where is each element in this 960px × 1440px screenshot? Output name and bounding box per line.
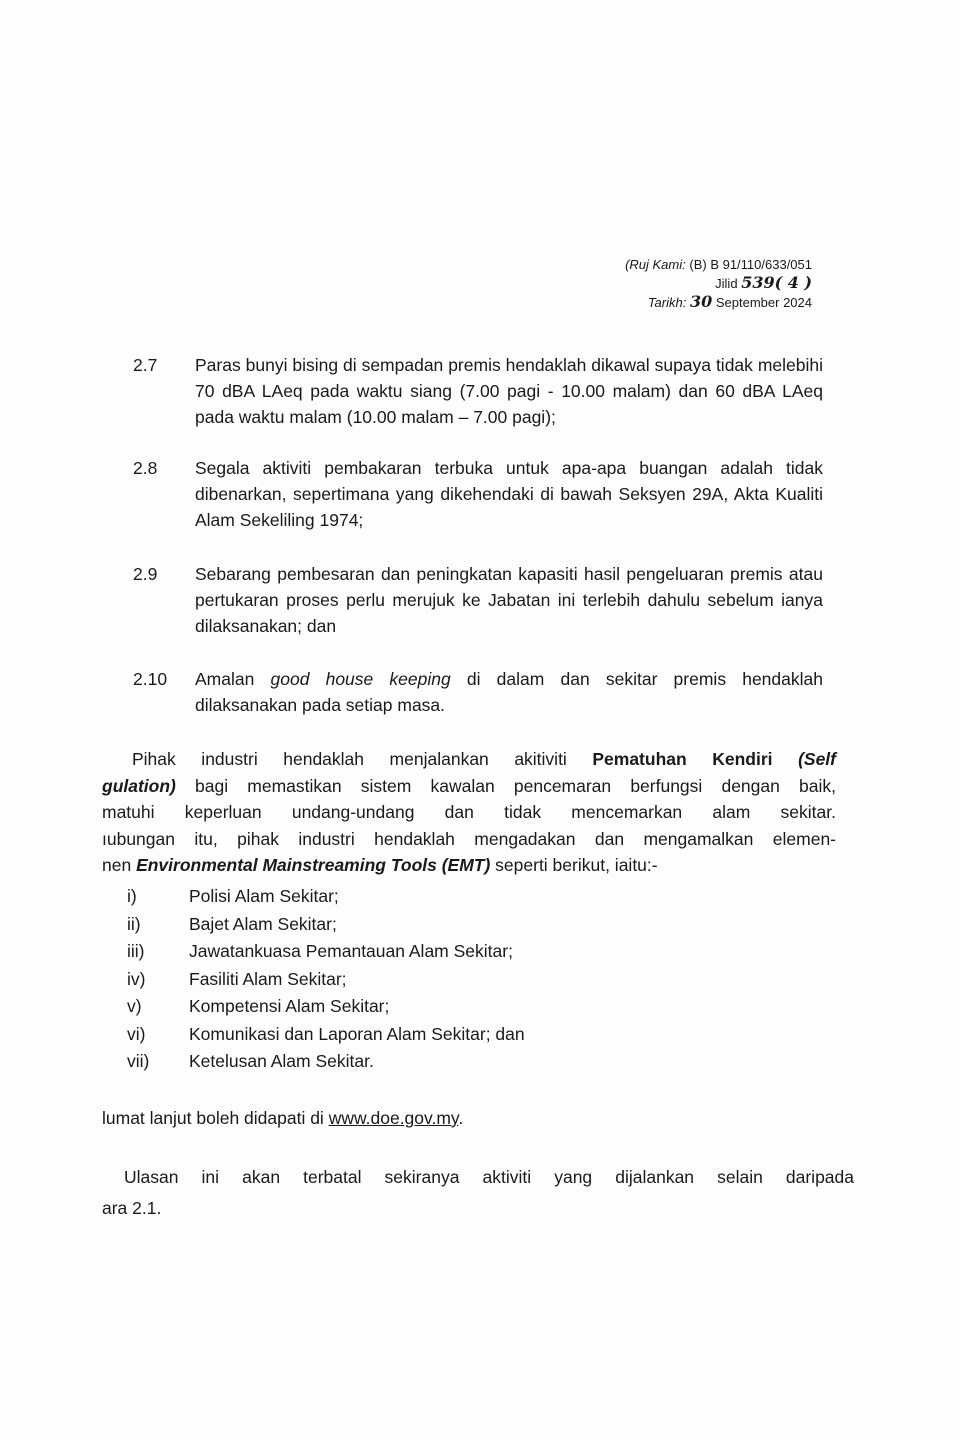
doe-website-link[interactable]: www.doe.gov.my (328, 1108, 459, 1128)
more-info-line: lumat lanjut boleh didapati di www.doe.gov.my. (102, 1108, 464, 1128)
paragraph-line: ıubungan itu, pihak industri hendaklah mengadakan dan mengamalkan elemen- (102, 828, 836, 849)
jilid-line: Jilid 539( 4 ) (715, 273, 812, 292)
paragraph-line: Pihak industri hendaklah menjalankan akitiviti Pematuhan Kendiri (Self (132, 749, 836, 769)
item-text: Sebarang pembesaran dan peningkatan kapasiti hasil pengeluaran premis atau pertukaran proses perlu merujuk ke Jabatan ini terlebih dahulu sebelum ianya dilaksanakan; dan (195, 564, 823, 636)
self-regulation-paragraph (102, 746, 836, 879)
item-number: 2.7 (133, 355, 158, 375)
condition-item-2-7 (133, 352, 823, 430)
item-number: 2.10 (133, 669, 168, 689)
date-line: Tarikh: 30 September 2024 (647, 292, 812, 311)
condition-item-2-8 (133, 455, 823, 533)
paragraph-line: Ulasan ini akan terbatal sekiranya aktiviti yang dijalankan selain daripada (124, 1167, 854, 1187)
item-number: 2.9 (133, 564, 158, 584)
paragraph-line: gulation) bagi memastikan sistem kawalan pencemaran berfungsi dengan baik, (102, 775, 836, 796)
condition-item-2-10 (133, 666, 823, 718)
document-page: (Ruj Kami: (B) B 91/110/633/051 Jilid 539( 4 ) Tarikh: 30 September 2024 2.7 Paras bunyi bising di sempadan premis hendaklah dikawal supaya tidak melebihi 70 dBA LAeq pada waktu siang (7.00 pagi - 10.00 malam) dan 60 dBA LAeq pada waktu malam (10.00 malam – 7.00 pagi); 2.8 Segala aktiviti pembakaran terbuka untuk apa-apa buangan adalah tidak dibenarkan, sepertimana yang dikehendaki di bawah Seksyen 29A, Akta Kualiti Alam Sekeliling 1974; 2.9 Sebarang pembesaran dan peningkatan kapasiti hasil pengeluaran premis atau pertukaran proses perlu merujuk ke Jabatan ini terlebih dahulu sebelum ianya dilaksanakan; dan 2.10 Amalan good house keeping di dalam dan sekitar premis hendaklah dilaksanakan pada setiap masa. Pihak industri hendaklah menjalankan akitiviti Pematuhan Kendiri (Self gulation) bagi memastikan sistem kawalan pencemaran berfungsi dengan baik, matuhi keperluan undang-undang dan tidak mencemarkan alam sekitar. ıubungan itu, pihak industri hendaklah mengadakan dan mengamalkan elemen- nen Environmental Mainstreaming Tools (EMT) seperti berikut, iaitu:- i) Polisi Alam Sekitar; ii) Bajet Alam Sekitar; iii) Jawatankuasa Pemantauan Alam Sekitar; iv) Fasiliti Alam Sekitar; v) Kompetensi Alam Sekitar; vi) Komunikasi dan Laporan Alam Sekitar; dan vii) Ketelusan Alam Sekitar. lumat lanjut boleh didapati di www.doe.gov.my. Ulasan ini akan terbatal sekiranya aktiviti yang dijalankan selain daripada ara 2.1. (0, 0, 960, 1440)
item-number: 2.8 (133, 458, 158, 478)
reference-block (625, 256, 812, 312)
item-text: Segala aktiviti pembakaran terbuka untuk apa-apa buangan adalah tidak dibenarkan, sepertimana yang dikehendaki di bawah Seksyen 29A, Akta Kualiti Alam Sekeliling 1974; (195, 458, 823, 530)
paragraph-line: nen Environmental Mainstreaming Tools (EMT) seperti berikut, iaitu:- (102, 855, 658, 875)
condition-item-2-9 (133, 561, 823, 639)
item-text: Amalan good house keeping di dalam dan sekitar premis hendaklah dilaksanakan pada setiap masa. (195, 669, 823, 715)
cancellation-paragraph (102, 1162, 854, 1224)
paragraph-line: ara 2.1. (102, 1198, 162, 1218)
reference-number: (Ruj Kami: (B) B 91/110/633/051 (625, 257, 812, 272)
item-text: Paras bunyi bising di sempadan premis hendaklah dikawal supaya tidak melebihi 70 dBA LAeq pada waktu siang (7.00 pagi - 10.00 malam) dan 60 dBA LAeq pada waktu malam (10.00 malam – 7.00 pagi); (195, 355, 823, 427)
paragraph-line: matuhi keperluan undang-undang dan tidak mencemarkan alam sekitar. (102, 802, 836, 822)
